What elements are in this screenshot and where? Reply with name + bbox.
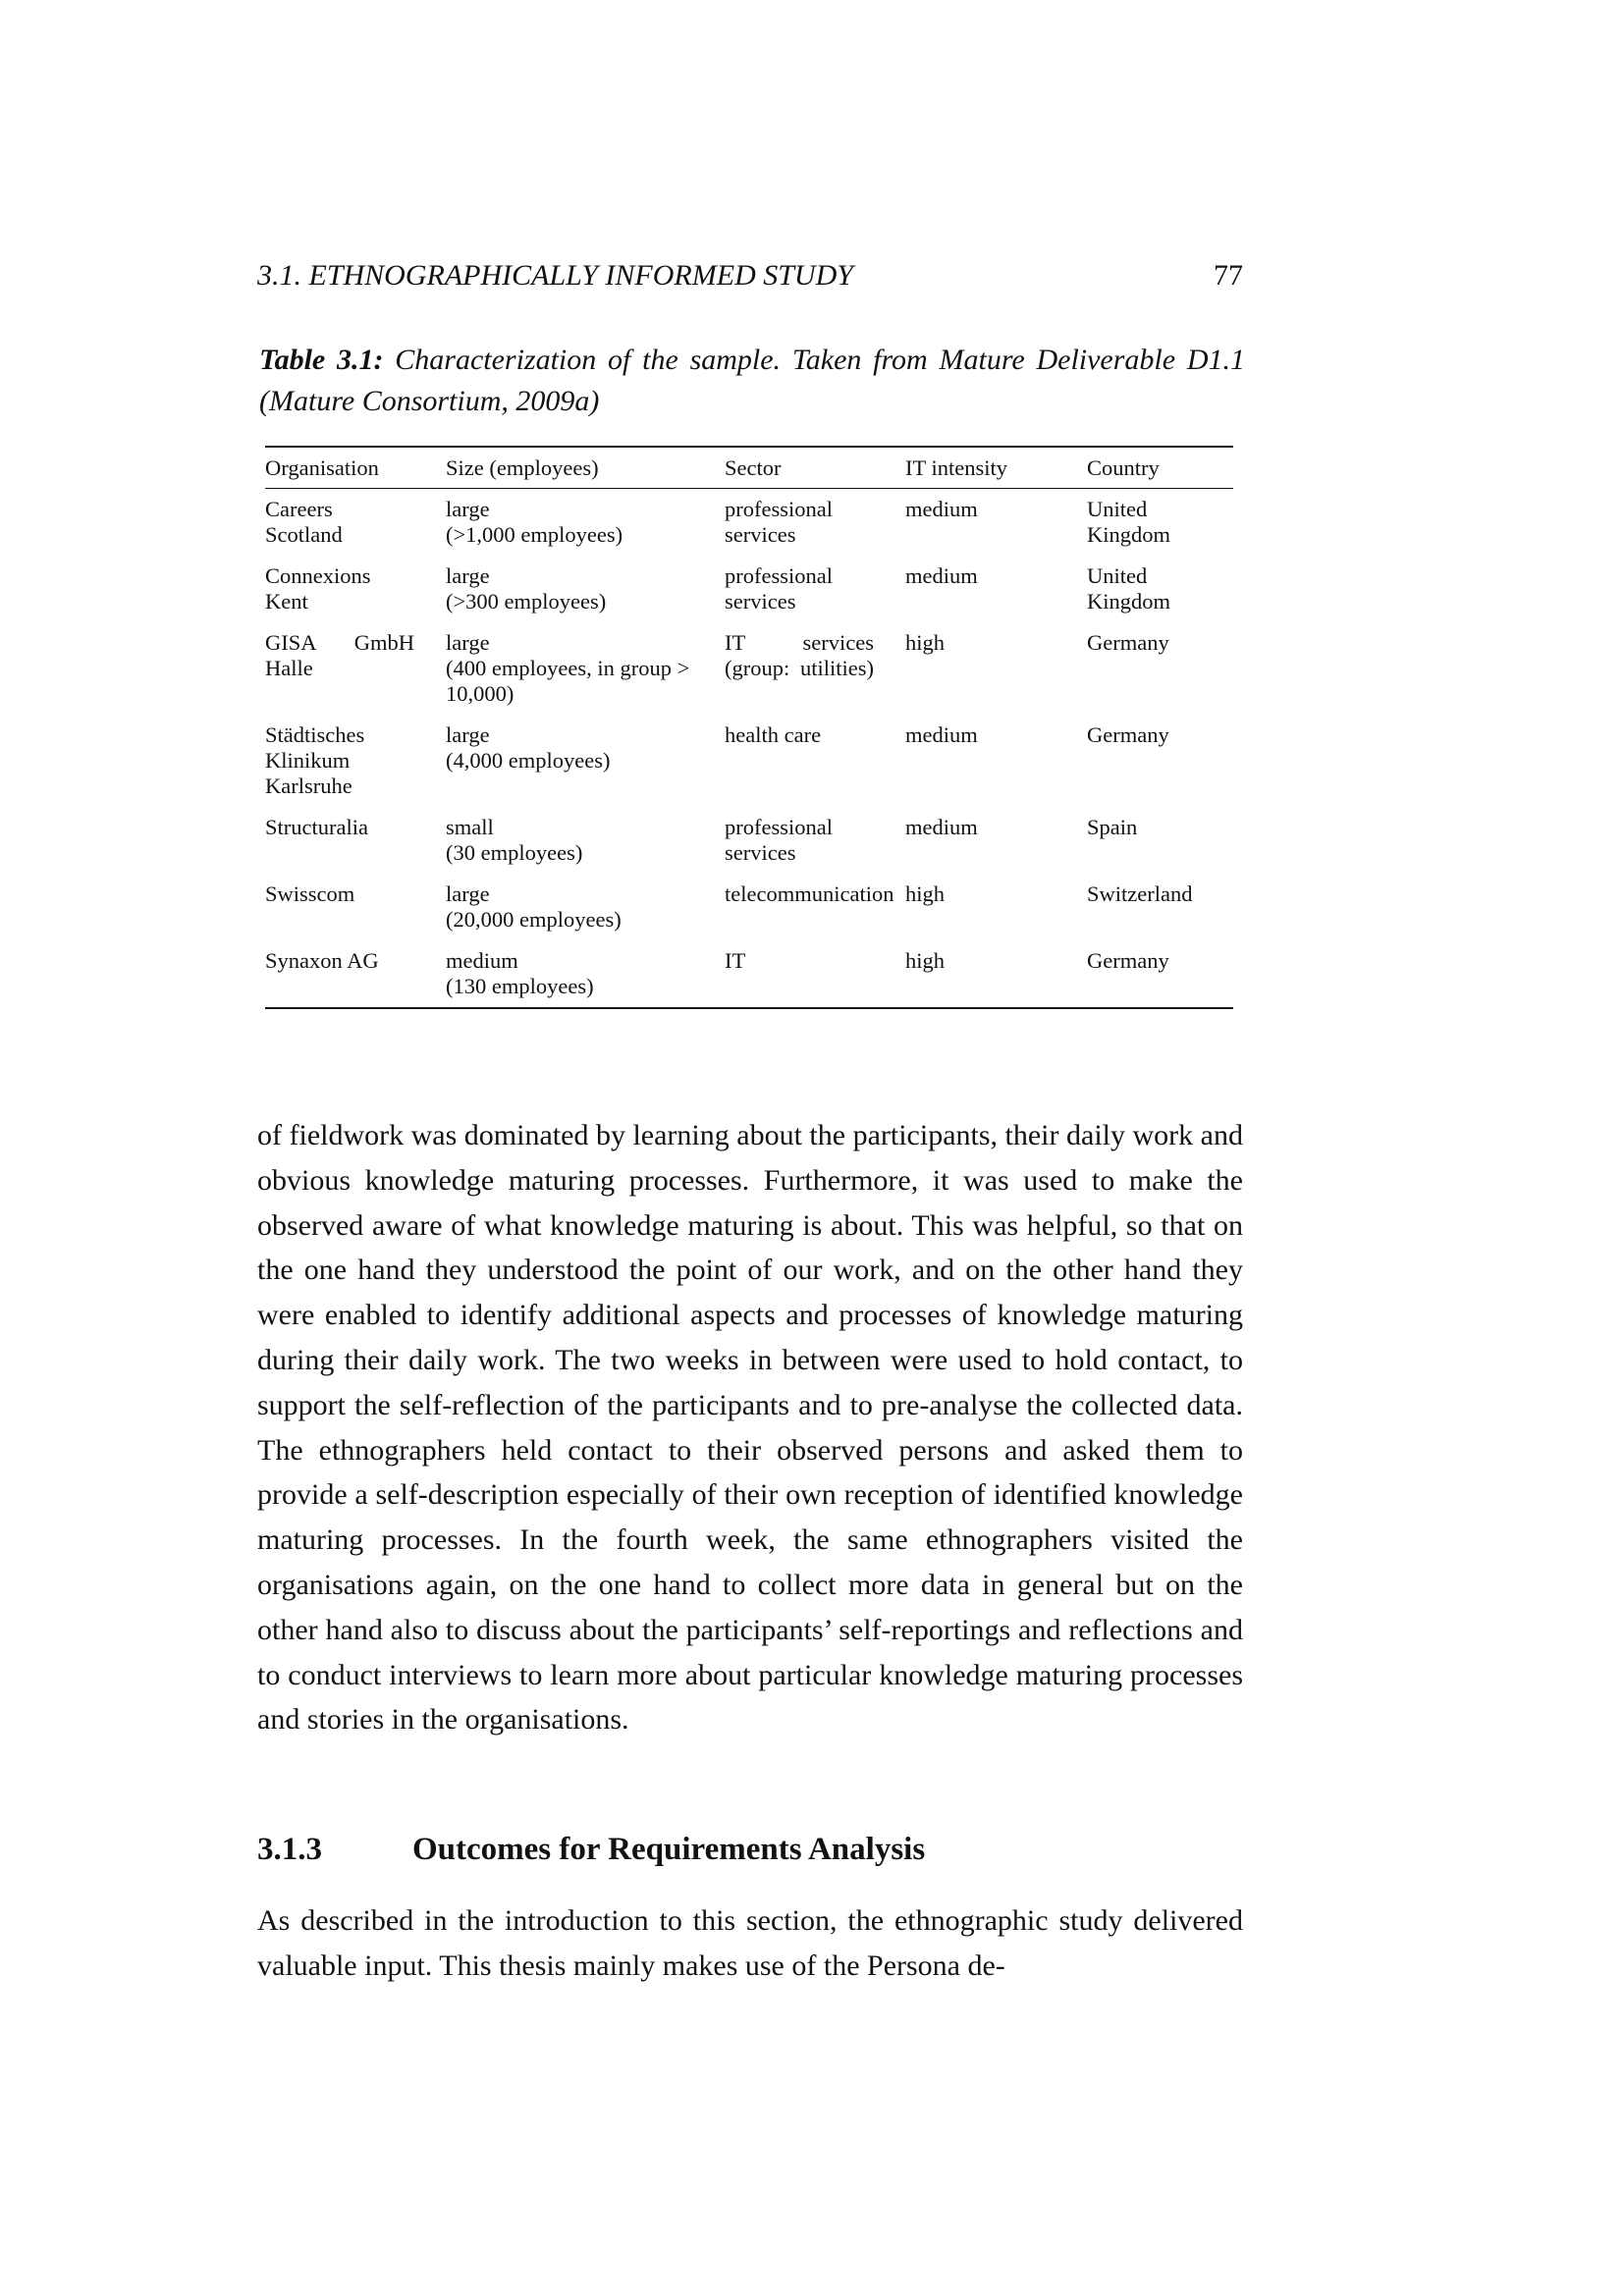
cell-it-intensity: high [905, 630, 946, 655]
cell-sector: IT [725, 948, 746, 973]
table-row [265, 563, 1233, 630]
cell-country: Germany [1087, 722, 1169, 747]
table-caption-text: Characterization of the sample. Taken from Mature Deliverable D1.1 (Mature Consortium, 2009a) [259, 344, 1246, 417]
cell-organisation: Connexions Kent [265, 563, 371, 614]
cell-sector: professional services [725, 497, 833, 547]
section-number: 3.1.3 [257, 1832, 322, 1867]
table-row [265, 815, 1233, 881]
running-header [257, 259, 1243, 298]
cell-country: Spain [1087, 815, 1138, 839]
sample-characterization-table [265, 446, 1233, 1009]
cell-organisation: Careers Scotland [265, 497, 343, 547]
table-row [265, 630, 1233, 722]
table-row [265, 489, 1233, 564]
cell-it-intensity: medium [905, 563, 978, 588]
body-paragraph-outcomes: As described in the introduction to this section, the ethnographic study delivered valuable input. This thesis mainly makes use of the Persona de- [257, 1904, 1243, 1982]
cell-organisation: Synaxon AG [265, 948, 379, 973]
cell-sector: IT services (group: utilities) [725, 630, 874, 680]
cell-sector: health care [725, 722, 822, 747]
table-row [265, 722, 1233, 815]
cell-organisation: Structuralia [265, 815, 368, 839]
cell-sector: professional services [725, 563, 833, 614]
table-row [265, 881, 1233, 948]
cell-country: Germany [1087, 630, 1169, 655]
cell-sector: telecommunication [725, 881, 894, 906]
table-caption-label: Table 3.1: [259, 344, 384, 376]
table-header-row [265, 447, 1233, 489]
cell-country: Switzerland [1087, 881, 1193, 906]
header-country: Country [1087, 447, 1233, 489]
cell-country: United Kingdom [1087, 497, 1171, 547]
cell-it-intensity: medium [905, 722, 978, 747]
cell-country: United Kingdom [1087, 563, 1171, 614]
header-organisation: Organisation [265, 447, 446, 489]
table-row [265, 948, 1233, 1008]
cell-size: large (>1,000 employees) [446, 497, 623, 547]
section-title: Outcomes for Requirements Analysis [412, 1832, 926, 1867]
cell-size: large (400 employees, in group > 10,000) [446, 630, 690, 706]
cell-sector: professional services [725, 815, 833, 865]
table-caption [259, 340, 1245, 422]
cell-it-intensity: medium [905, 815, 978, 839]
running-header-title: 3.1. ETHNOGRAPHICALLY INFORMED STUDY [257, 259, 853, 292]
section-heading [257, 1832, 1243, 1868]
cell-size: medium (130 employees) [446, 948, 594, 998]
cell-size: large (>300 employees) [446, 563, 607, 614]
cell-organisation: Swisscom [265, 881, 355, 906]
cell-organisation: Städtisches Klinikum Karlsruhe [265, 722, 365, 798]
header-sector: Sector [725, 447, 905, 489]
cell-size: large (4,000 employees) [446, 722, 611, 773]
page-number: 77 [1214, 259, 1243, 292]
cell-organisation: GISA GmbH Halle [265, 630, 414, 680]
cell-country: Germany [1087, 948, 1169, 973]
header-size: Size (employees) [446, 447, 725, 489]
cell-it-intensity: high [905, 948, 946, 973]
cell-it-intensity: high [905, 881, 946, 906]
header-it-intensity: IT intensity [905, 447, 1087, 489]
cell-it-intensity: medium [905, 497, 978, 521]
cell-size: small (30 employees) [446, 815, 583, 865]
body-paragraph-fieldwork: of fieldwork was dominated by learning about the participants, their daily work and obvious knowledge maturing processes. Furthermore, it was used to make the observed aware of what knowledge maturing is about. This was helpful, so that on the one hand they understood the point of our work, and on the other hand they were enabled to identify additional aspects and processes of knowledge maturing during their daily work. The two weeks in between were used to hold contact, to support the self-reflection of the participants and to pre-analyse the collected data. The ethnographers held contact to their observed persons and asked them to provide a self-description especially of their own reception of identified knowledge maturing processes. In the fourth week, the same ethnographers visited the organisations again, on the one hand to collect more data in general but on the other hand also to discuss about the participants’ self-reportings and reflections and to conduct interviews to learn more about particular knowledge maturing processes and stories in the organisations. [257, 1119, 1243, 1736]
cell-size: large (20,000 employees) [446, 881, 622, 932]
